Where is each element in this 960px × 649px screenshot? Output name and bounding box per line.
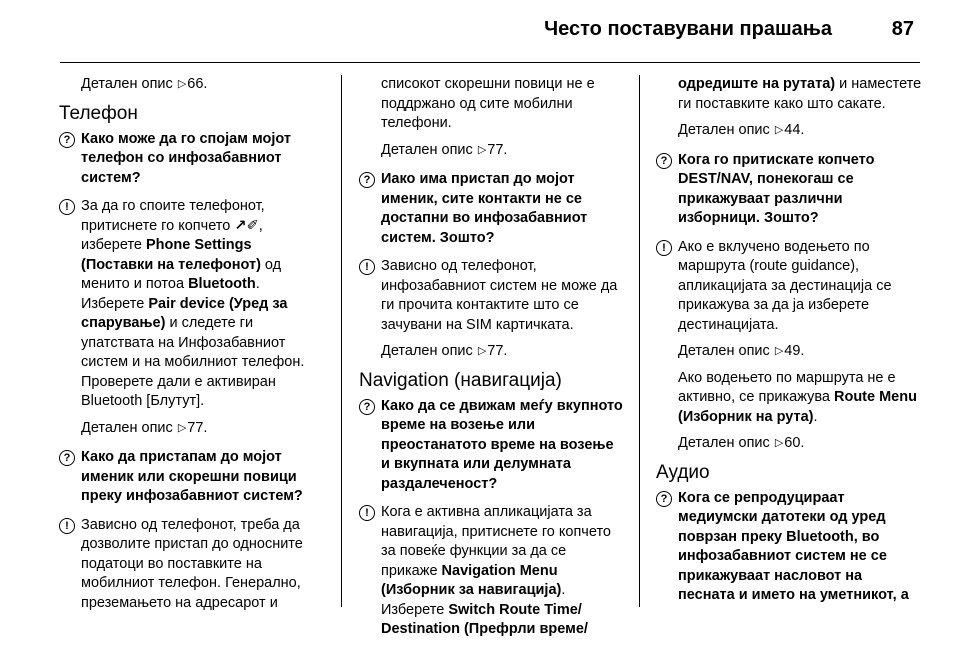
reference-arrow-icon: ▷ <box>774 124 784 136</box>
question-text: Иако има пристап до мојот именик, сите контакти не се достапни во инфозабавниот систем. Зошто? <box>381 171 588 246</box>
question-text: Како да се движам меѓу вкупното време на возење или преостанатото време на возење и вкупната или делумната раздалеченост? <box>381 397 623 492</box>
question-icon: ? <box>359 172 375 188</box>
detail-reference: Детален опис ▷66. <box>59 75 325 95</box>
phone-button-icon: ↗✐ <box>234 217 259 234</box>
detail-reference: Детален опис ▷77. <box>59 419 325 439</box>
answer: ! Кога е активна апликацијата за навигација, притиснете го копчето за повеќе функции за да се прикаже Navigation Menu (Изборник за навигација). Изберете Switch Route Time/ Destination (Префрли време/ <box>359 503 625 640</box>
answer-icon: ! <box>59 518 75 534</box>
detail-reference: Детален опис ▷77. <box>359 141 625 161</box>
column-divider <box>639 75 640 607</box>
column-3 <box>656 75 922 615</box>
reference-arrow-icon: ▷ <box>177 421 187 434</box>
question <box>656 151 922 229</box>
question <box>59 448 325 507</box>
question-icon: ? <box>359 399 375 415</box>
reference-page[interactable]: 77. <box>487 141 508 158</box>
column-2 <box>359 75 625 649</box>
question-text: Како да пристапам до мојот именик или скорешни повици преку инфозабавниот систем? <box>81 449 303 504</box>
section-title-audio: Аудио <box>656 461 710 483</box>
answer: ! Ако е вклучено водењето по маршрута (route guidance), апликацијата за дестинација се прикажува за да ја изберете дестинацијата. <box>656 238 922 336</box>
reference-arrow-icon: ▷ <box>477 345 487 357</box>
answer-icon: ! <box>59 199 75 215</box>
detail-reference: Детален опис ▷77. <box>359 342 625 362</box>
detail-reference: Детален опис ▷49. <box>656 342 922 362</box>
answer: ! Зависно од телефонот, треба да дозволите пристап до односните податоци во поставките на мобилниот телефон. Генерално, преземањето на адресарот и <box>59 516 325 614</box>
answer: ! За да го споите телефонот, притиснете го копчето ↗✐, изберете Phone Settings (Поставки на телефонот) од менито и потоа Bluetooth. Изберете Pair device (Уред за спарување) и следете ги упатствата на Инфозабавниот систем и на мобилниот телефон. Проверете дали е активиран Bluetooth [Блутут]. <box>59 197 325 412</box>
question <box>656 489 922 606</box>
answer-icon: ! <box>359 259 375 275</box>
question-icon: ? <box>59 132 75 148</box>
reference-arrow-icon: ▷ <box>477 143 487 156</box>
question-icon: ? <box>59 450 75 466</box>
column-1 <box>59 75 325 622</box>
reference-page[interactable]: 60. <box>784 435 805 451</box>
header-rule <box>60 62 920 63</box>
reference-arrow-icon: ▷ <box>774 437 784 449</box>
answer-icon: ! <box>359 505 375 521</box>
reference-page[interactable]: 66. <box>187 76 208 92</box>
reference-page[interactable]: 77. <box>487 343 508 359</box>
reference-page[interactable]: 49. <box>784 343 805 359</box>
section-title-phone: Телефон <box>59 102 138 124</box>
page-number: 87 <box>891 18 914 40</box>
question-icon: ? <box>656 491 672 507</box>
reference-arrow-icon: ▷ <box>177 78 187 90</box>
page-title: Често поставувани прашања <box>544 18 832 40</box>
question-text: Кога се репродуцираат медиумски датотеки од уред поврзан преку Bluetooth, во инфозабавниот систем не се прикажуваат насловот на песната и името на уметникот, а <box>678 489 909 603</box>
detail-reference: Детален опис ▷44. <box>656 121 922 141</box>
continued-text: одредиште на рутата) и наместете ги поставките како што сакате. <box>678 76 922 112</box>
reference-page[interactable]: 44. <box>784 122 805 138</box>
question-text: Кога го притискате копчето DEST/NAV, понекогаш се прикажуваат различни изборници. Зошто? <box>678 151 875 226</box>
reference-arrow-icon: ▷ <box>774 345 784 357</box>
page-header <box>0 0 960 62</box>
reference-page[interactable]: 77. <box>187 419 208 436</box>
continued-text: списокот скорешни повици не е поддржано од сите мобилни телефони. <box>381 76 595 131</box>
paragraph: Ако водењето по маршрута не е активно, се прикажува Route Menu (Изборник на рута). <box>678 369 917 425</box>
question-icon: ? <box>656 153 672 169</box>
section-title-navigation: Navigation (навигација) <box>359 369 562 391</box>
column-divider <box>341 75 342 607</box>
detail-reference: Детален опис ▷60. <box>656 434 922 454</box>
question <box>359 397 625 495</box>
answer-icon: ! <box>656 240 672 256</box>
answer: ! Зависно од телефонот, инфозабавниот систем не може да ги прочита контактите што се зачувани на SIM картичката. <box>359 257 625 335</box>
question <box>359 170 625 248</box>
question <box>59 130 325 189</box>
question-text: Како може да го спојам мојот телефон со инфозабавниот систем? <box>81 130 292 186</box>
